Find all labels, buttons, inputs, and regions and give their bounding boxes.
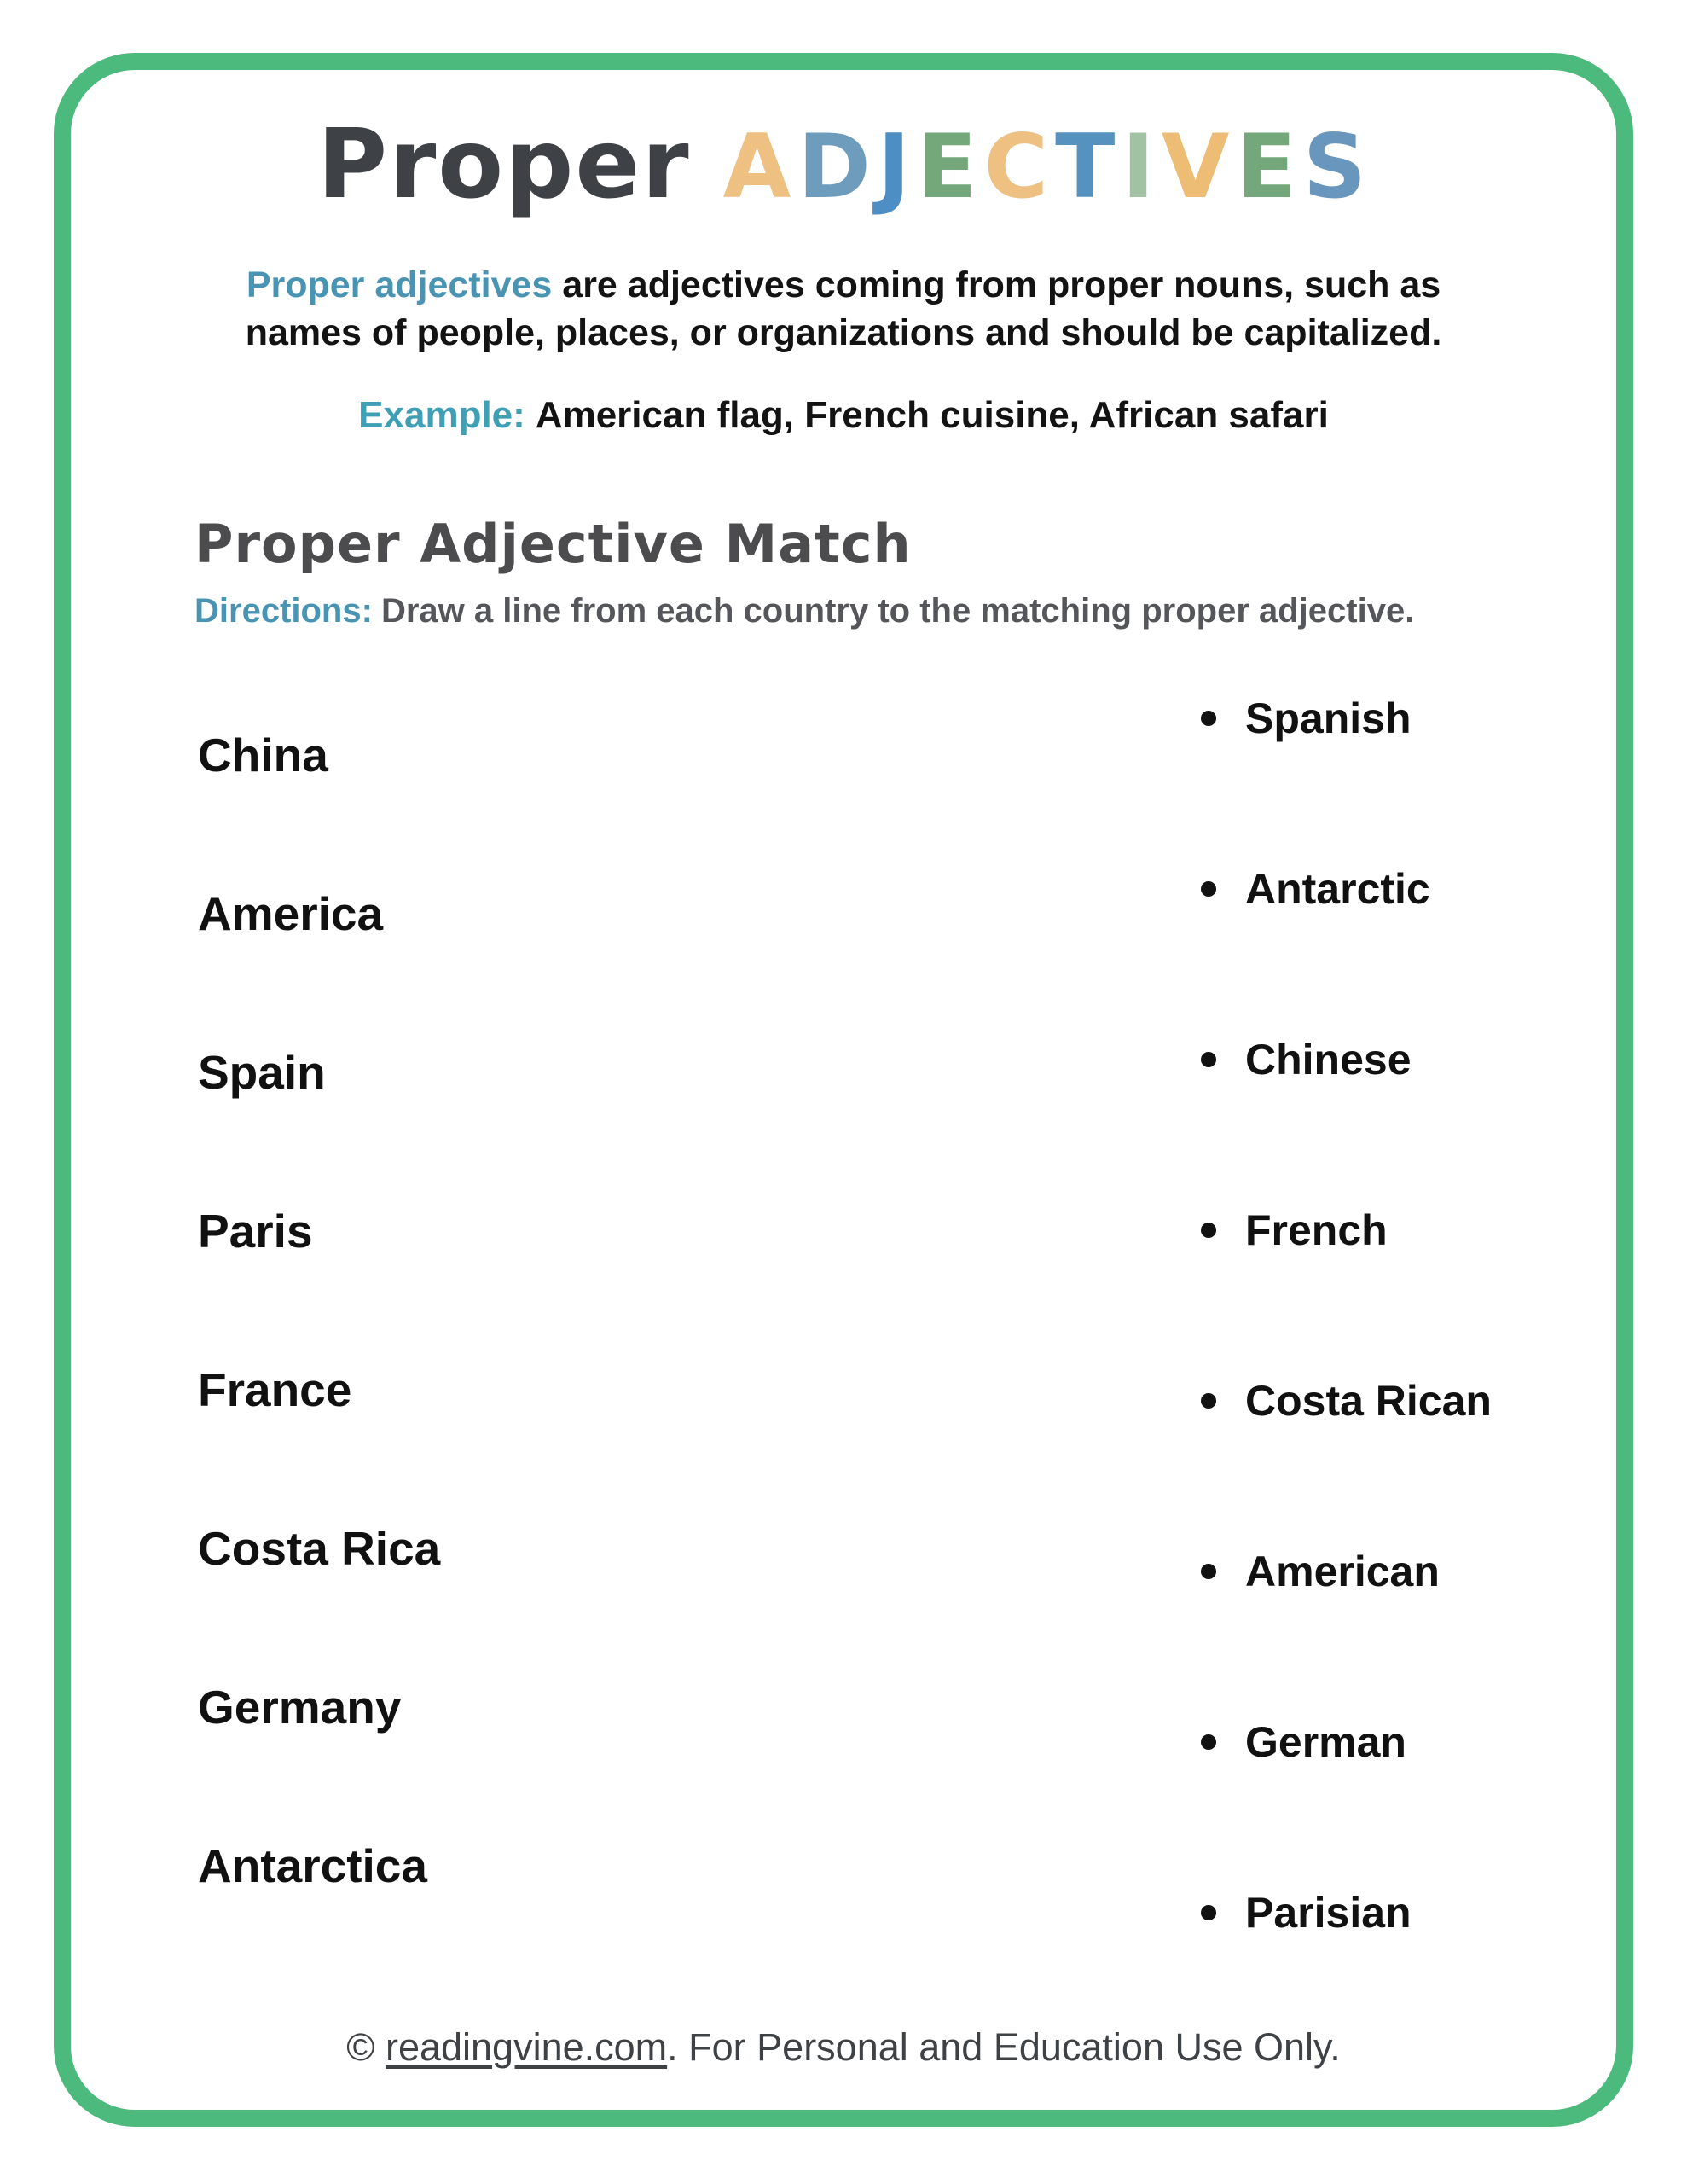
title-letter: V [1161,116,1230,218]
country-item: Antarctica [198,1839,427,1892]
example-line [0,392,1687,439]
title-letter: J [877,116,911,218]
footer-prefix: © [346,2025,386,2069]
section-heading: Proper Adjective Match [194,513,912,575]
bullet-icon [1201,1734,1216,1750]
adjective-item [1201,804,1492,974]
footer-suffix: . For Personal and Education Use Only. [667,2025,1341,2069]
title-letter: A [722,116,791,218]
adjective-item [1201,1827,1492,1998]
adjective-label: Chinese [1245,1036,1412,1083]
adjective-item [1201,1145,1492,1316]
adjective-label: Costa Rican [1245,1377,1492,1425]
adjectives-column [1201,633,1492,1998]
country-item: Costa Rica [198,1522,441,1575]
title-letter: D [797,116,871,218]
adjective-label: Parisian [1245,1889,1412,1937]
country-item: China [198,729,328,781]
intro-paragraph [0,261,1687,357]
intro-line1 [246,264,1441,305]
country-item: France [198,1363,352,1416]
adjective-item [1201,633,1492,804]
adjective-item [1201,974,1492,1145]
title-letter: T [1055,116,1116,218]
adjective-item [1201,1316,1492,1486]
bullet-icon [1201,1393,1216,1409]
adjective-item [1201,1486,1492,1657]
directions-line [194,590,1414,631]
title-letter: E [1236,116,1296,218]
intro-line1-rest: are adjectives coming from proper nouns, such as [552,264,1441,305]
footer-link[interactable]: readingvine.com [385,2025,668,2069]
bullet-icon [1201,1905,1216,1920]
title-letter: I [1122,116,1155,218]
country-item: America [198,887,384,940]
directions-text: Draw a line from each country to the matching proper adjective. [380,592,1415,630]
title-word-proper: Proper [316,109,691,220]
title-letter: C [983,116,1049,218]
intro-line2: names of people, places, or organizations and should be capitalized. [245,312,1442,353]
adjective-item [1201,1657,1492,1827]
example-label: Example: [358,394,525,436]
adjective-label: Antarctic [1245,865,1430,913]
adjective-label: American [1245,1548,1440,1595]
example-text: American flag, French cuisine, African safari [535,394,1329,436]
directions-label: Directions: [194,592,373,630]
adjective-label: French [1245,1206,1388,1254]
bullet-icon [1201,881,1216,897]
title-word-adjectives [720,116,1370,218]
bullet-icon [1201,1223,1216,1238]
bullet-icon [1201,1052,1216,1067]
adjective-label: Spanish [1245,694,1412,742]
worksheet-title [0,109,1687,220]
country-item: Germany [198,1681,402,1734]
bullet-icon [1201,1564,1216,1579]
intro-highlight: Proper adjectives [246,264,553,305]
title-letter: S [1302,116,1367,218]
country-item: Paris [198,1205,313,1258]
countries-column [198,676,440,1945]
footer-text [0,2024,1687,2071]
country-item: Spain [198,1046,326,1099]
title-letter: E [917,116,977,218]
adjective-label: German [1245,1718,1406,1766]
bullet-icon [1201,711,1216,726]
